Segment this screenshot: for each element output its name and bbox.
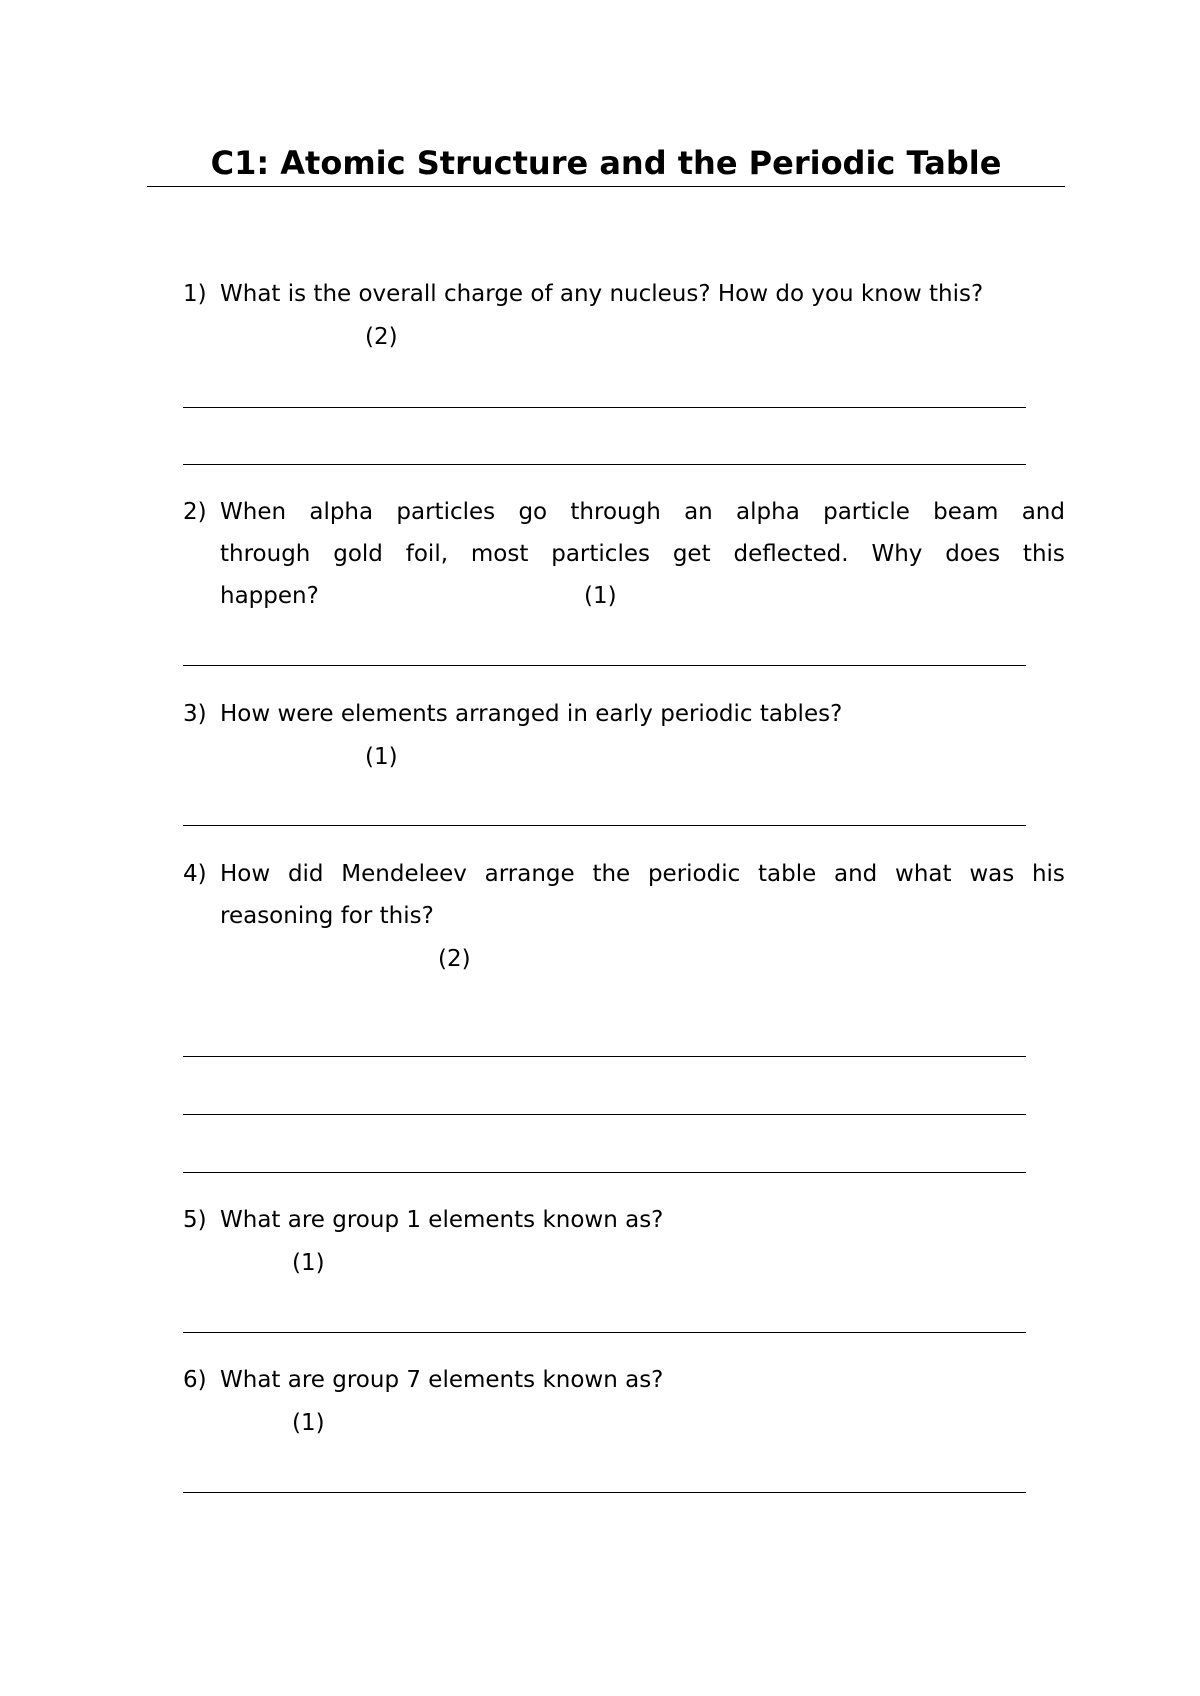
question-4-text [220, 853, 1065, 937]
question-3-marks: (1) [365, 744, 398, 770]
title-underline [147, 186, 1065, 187]
question-2-line-2 [220, 533, 1065, 575]
question-1-marks: (2) [365, 324, 398, 350]
word: the [592, 861, 631, 887]
question-3-answer-line-1[interactable] [183, 825, 1026, 826]
question-1-text: What is the overall charge of any nucleus? How do you know this? [220, 281, 984, 307]
question-6-number: 6) [183, 1367, 207, 1393]
question-4-number: 4) [183, 861, 207, 887]
question-2-number: 2) [183, 499, 207, 525]
word: did [287, 861, 324, 887]
question-2-last-line: happen? [220, 583, 319, 609]
question-4-last-line: reasoning for this? [220, 903, 434, 929]
question-3-text: How were elements arranged in early periodic tables? [220, 701, 843, 727]
word: get [672, 541, 711, 567]
question-4-answer-line-2[interactable] [183, 1114, 1026, 1115]
question-4-marks: (2) [438, 946, 471, 972]
word: particles [551, 541, 650, 567]
question-6-marks: (1) [292, 1410, 325, 1436]
question-5-text: What are group 1 elements known as? [220, 1207, 664, 1233]
word: this [1022, 541, 1065, 567]
word: particle [823, 499, 910, 525]
word: beam [933, 499, 999, 525]
question-6-answer-line-1[interactable] [183, 1492, 1026, 1493]
word: what [895, 861, 952, 887]
word: particles [396, 499, 496, 525]
page-title: C1: Atomic Structure and the Periodic Table [210, 144, 1002, 182]
question-4-line-1 [220, 853, 1065, 895]
question-2-line-3 [220, 575, 1065, 617]
word: arrange [484, 861, 575, 887]
word: periodic [647, 861, 741, 887]
question-1-answer-line-2[interactable] [183, 464, 1026, 465]
question-4-line-2 [220, 895, 1065, 937]
word: foil, [405, 541, 449, 567]
question-4-answer-line-3[interactable] [183, 1172, 1026, 1173]
word: does [945, 541, 1001, 567]
word: through [570, 499, 661, 525]
question-2-text [220, 491, 1065, 617]
word: Mendeleev [341, 861, 467, 887]
question-6-text: What are group 7 elements known as? [220, 1367, 664, 1393]
question-5-marks: (1) [292, 1250, 325, 1276]
word: How [220, 861, 271, 887]
word: alpha [309, 499, 374, 525]
word: an [684, 499, 713, 525]
word: his [1031, 861, 1065, 887]
word: table [758, 861, 817, 887]
question-5-number: 5) [183, 1207, 207, 1233]
word: alpha [736, 499, 800, 525]
word: Why [871, 541, 923, 567]
question-2-line-1 [220, 491, 1065, 533]
question-1-number: 1) [183, 281, 207, 307]
word: through [220, 541, 311, 567]
word: most [470, 541, 529, 567]
word: was [969, 861, 1015, 887]
question-4-answer-line-1[interactable] [183, 1056, 1026, 1057]
word: go [518, 499, 548, 525]
question-2-marks: (1) [584, 583, 617, 609]
word: and [834, 861, 878, 887]
question-5-answer-line-1[interactable] [183, 1332, 1026, 1333]
word: When [220, 499, 287, 525]
question-3-number: 3) [183, 701, 207, 727]
word: deflected. [733, 541, 849, 567]
word: and [1021, 499, 1065, 525]
word: gold [333, 541, 383, 567]
question-1-answer-line-1[interactable] [183, 407, 1026, 408]
question-2-answer-line-1[interactable] [183, 665, 1026, 666]
